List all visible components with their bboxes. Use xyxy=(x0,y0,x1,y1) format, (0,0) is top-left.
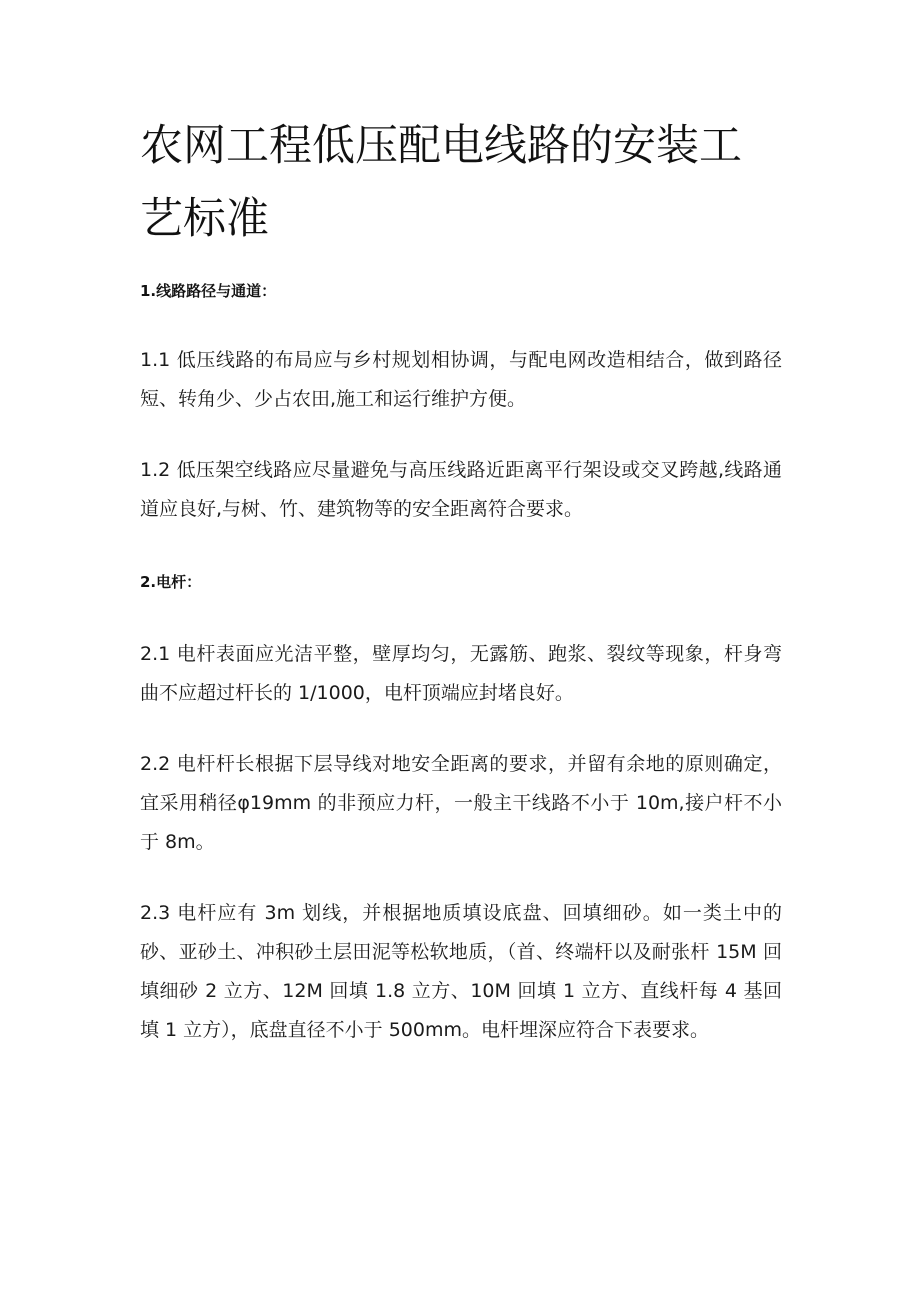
section-heading-2: 2.电杆： xyxy=(140,573,202,591)
paragraph-2-2: 2.2 电杆杆长根据下层导线对地安全距离的要求，并留有余地的原则确定，宜采用稍径φ19mm 的非预应力杆，一般主干线路不小于 10m,接户杆不小于 8m。 xyxy=(140,753,782,853)
paragraph-1-2: 1.2 低压架空线路应尽量避免与高压线路近距离平行架设或交叉跨越,线路通道应良好,与树、竹、建筑物等的安全距离符合要求。 xyxy=(140,459,782,520)
paragraph-1-1: 1.1 低压线路的布局应与乡村规划相协调，与配电网改造相结合，做到路径短、转角少、少占农田,施工和运行维护方便。 xyxy=(140,349,782,410)
paragraph-2-3: 2.3 电杆应有 3m 划线，并根据地质填设底盘、回填细砂。如一类土中的砂、亚砂土、冲积砂土层田泥等松软地质，（首、终端杆以及耐张杆 15M 回填细砂 2 立方、12M 回填 1.8 立方、10M 回填 1 立方、直线杆每 4 基回填 1 立方），底盘直径不小于 500mm。电杆埋深应符合下表要求。 xyxy=(140,902,782,1041)
document-page xyxy=(140,0,782,1050)
paragraph-2-1: 2.1 电杆表面应光洁平整，壁厚均匀，无露筋、跑浆、裂纹等现象，杆身弯曲不应超过杆长的 1/1000，电杆顶端应封堵良好。 xyxy=(140,643,782,704)
document-title: 农网工程低压配电线路的安装工艺标准 xyxy=(140,121,742,244)
section-heading-1: 1.线路路径与通道： xyxy=(140,282,277,300)
